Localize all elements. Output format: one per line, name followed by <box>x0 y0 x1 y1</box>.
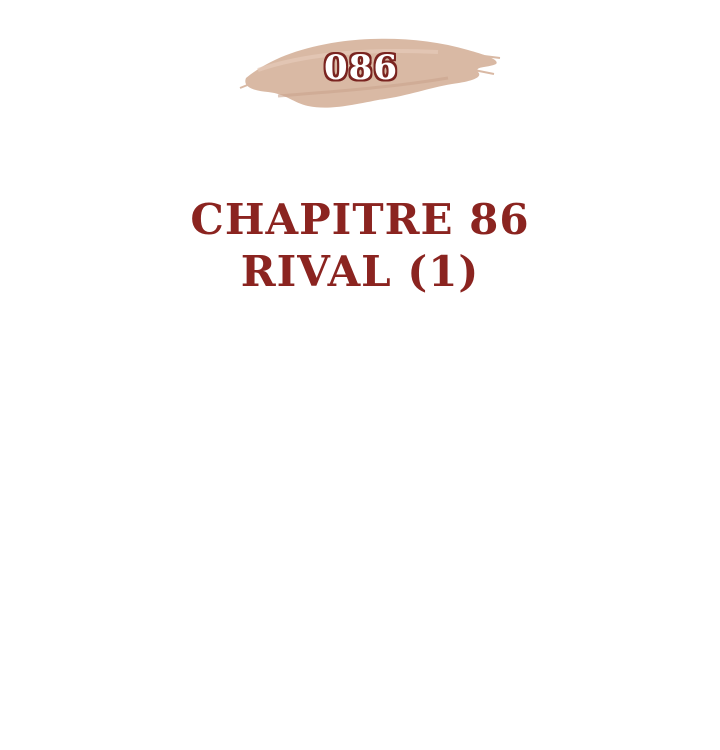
chapter-number-line: CHAPITRE 86 <box>190 195 530 244</box>
chapter-subtitle-line: RIVAL (1) <box>240 247 480 296</box>
episode-number: 086 <box>324 48 398 88</box>
chapter-heading <box>0 194 720 298</box>
episode-number-badge <box>238 30 504 116</box>
